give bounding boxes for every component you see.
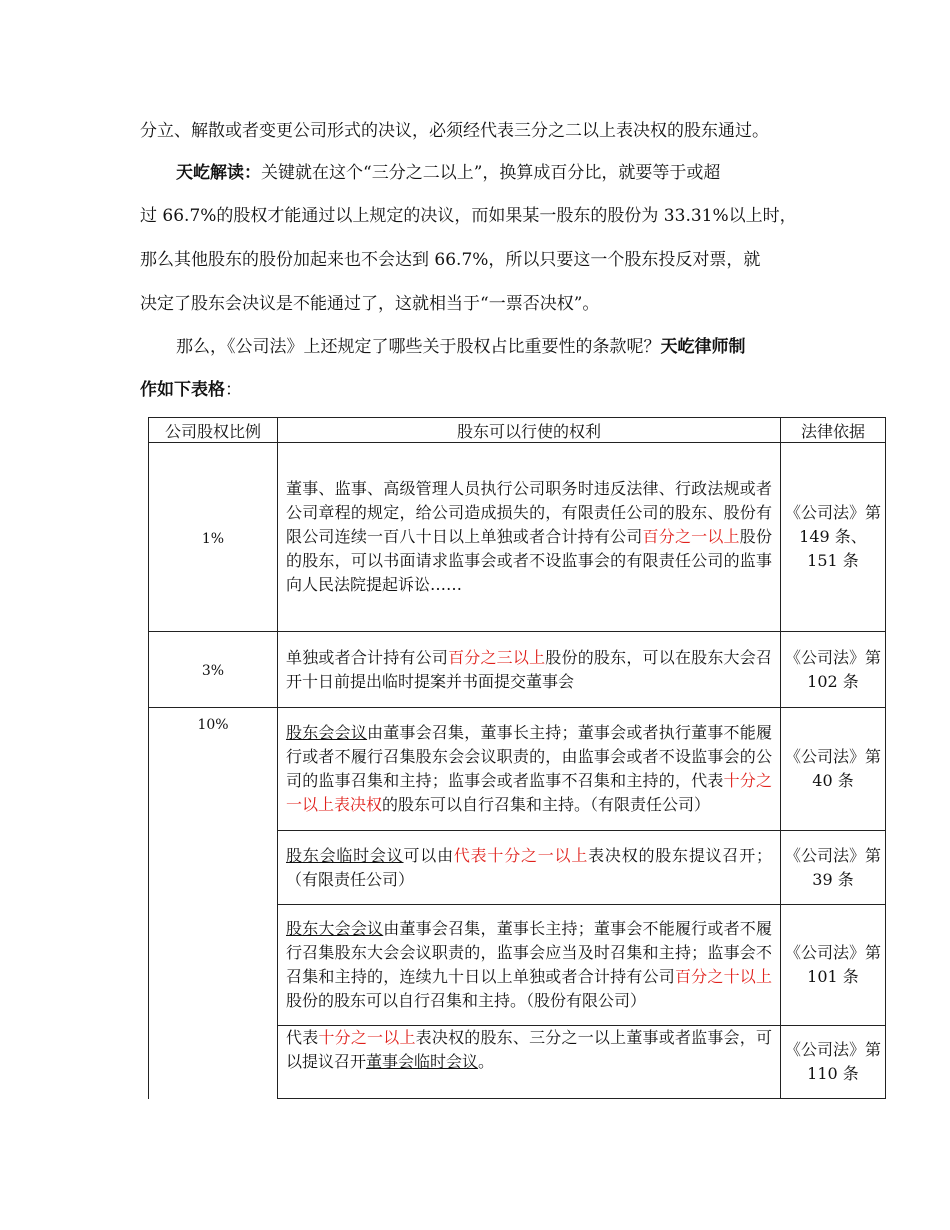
table-row-10pct-1 [149, 708, 886, 831]
rights-text-a: 由董事会召集，董事长主持；董事会不能履行或者不履行召集股东大会会议职责的，监事会应当及时召集和主持；监事会不召集和主持的，连续九十日以上单独或者合计持有公司 [286, 919, 772, 986]
paragraph-3-colon: ： [225, 380, 242, 400]
rights-text [278, 646, 780, 694]
paragraph-3-bold-1: 天屹律师制 [660, 337, 746, 357]
rights-text [278, 917, 780, 1013]
equity-rights-table [148, 417, 886, 1099]
paragraph-2-line-2: 过 66.7%的股权才能通过以上规定的决议，而如果某一股东的股份为 33.31%以上时， [140, 206, 797, 226]
paragraph-2-line-3: 那么其他股东的股份加起来也不会达到 66.7%，所以只要这一个股东投反对票，就 [140, 250, 761, 270]
paragraph-2-line-1 [176, 163, 866, 183]
law-text: 《公司法》第 101 条 [785, 943, 882, 986]
paragraph-1: 分立、解散或者变更公司形式的决议，必须经代表三分之二以上表决权的股东通过。 [140, 121, 769, 141]
rights-text-a: 单独或者合计持有公司 [286, 647, 449, 667]
ratio-cell [149, 443, 278, 632]
rights-text [278, 721, 780, 817]
table-header-row [149, 418, 886, 443]
paragraph-3-text-1: 那么，《公司法》上还规定了哪些关于股权占比重要性的条款呢？ [176, 337, 661, 357]
law-cell [781, 443, 886, 632]
rights-text [278, 1026, 780, 1074]
rights-text-a: 董事、监事、高级管理人员执行公司职务时违反法律、行政法规或者公司章程的规定，给公司造成损失的，有限责任公司的股东、股份有限公司连续一百八十日以上单独或者合计持有公司 [286, 479, 772, 546]
highlight-text: 百分之一以上 [642, 527, 740, 546]
law-cell [781, 708, 886, 831]
rights-text-pre: 代表 [286, 1028, 319, 1047]
ratio-value: 10% [197, 717, 229, 733]
paragraph-3-bold-2: 作如下表格 [140, 380, 225, 400]
paragraph-2-text-1: 关键就在这个“三分之二以上”，换算成百分比，就要等于或超 [261, 163, 721, 183]
law-text: 《公司法》第 149 条、151 条 [785, 503, 882, 570]
law-text: 《公司法》第 40 条 [785, 747, 882, 790]
law-cell [781, 1026, 886, 1099]
rights-cell [278, 831, 781, 905]
underlined-term: 董事会临时会议 [366, 1052, 479, 1071]
rights-text-a: 可以由 [403, 845, 454, 865]
ratio-cell [149, 708, 278, 1099]
rights-cell [278, 708, 781, 831]
rights-text-b: 的股东可以自行召集和主持。（有限责任公司） [382, 795, 711, 814]
rights-cell [278, 1026, 781, 1099]
header-rights: 股东可以行使的权利 [278, 418, 781, 443]
ratio-cell [149, 632, 278, 708]
highlight-text: 代表十分之一以上 [453, 845, 589, 865]
highlight-text: 十分之一以上表决权 [286, 771, 772, 814]
ratio-value: 3% [201, 663, 225, 679]
rights-text-a: 表决权的股东、三分之一以上董事或者监事会，可以提议召开 [286, 1028, 772, 1071]
law-cell [781, 831, 886, 905]
rights-text-b: 股份的股东可以自行召集和主持。（股份有限公司） [286, 991, 647, 1010]
rights-text-b: 。 [478, 1052, 495, 1071]
paragraph-3-line-2 [140, 380, 830, 400]
rights-text [278, 477, 780, 597]
rights-cell [278, 443, 781, 632]
highlight-text: 百分之三以上 [448, 647, 546, 667]
law-cell [781, 905, 886, 1026]
law-text: 《公司法》第 110 条 [785, 1040, 882, 1083]
underlined-term: 股东会临时会议 [286, 845, 404, 865]
rights-cell [278, 905, 781, 1026]
header-law: 法律依据 [781, 418, 886, 443]
table-row-3pct [149, 632, 886, 708]
paragraph-3-line-1 [176, 337, 866, 357]
highlight-text: 十分之一以上 [318, 1028, 416, 1047]
rights-text-a: 由董事会召集，董事长主持；董事会或者执行董事不能履行或者不履行召集股东会会议职责的，由监事会或者不设监事会的公司的监事召集和主持；监事会或者监事不召集和主持的，代表 [286, 723, 772, 790]
interpretation-label: 天屹解读： [176, 163, 261, 183]
highlight-text: 百分之十以上 [674, 967, 772, 986]
underlined-term: 股东大会会议 [286, 919, 384, 938]
paragraph-2-line-4: 决定了股东会决议是不能通过了，这就相当于“一票否决权”。 [140, 294, 600, 314]
header-ratio: 公司股权比例 [149, 418, 278, 443]
table-row-1pct [149, 443, 886, 632]
law-text: 《公司法》第 39 条 [785, 845, 882, 889]
rights-text [278, 844, 780, 892]
ratio-value: 1% [201, 530, 225, 547]
rights-text-b: 股份的股东，可以书面请求监事会或者不设监事会的有限责任公司的监事向人民法院提起诉讼…… [286, 527, 772, 594]
rights-text-b: 表决权的股东提议召开；（有限责任公司） [286, 845, 772, 889]
law-text: 《公司法》第 102 条 [785, 647, 882, 691]
underlined-term: 股东会会议 [286, 723, 368, 742]
law-cell [781, 632, 886, 708]
rights-cell [278, 632, 781, 708]
rights-text-b: 股份的股东，可以在股东大会召开十日前提出临时提案并书面提交董事会 [286, 647, 772, 691]
